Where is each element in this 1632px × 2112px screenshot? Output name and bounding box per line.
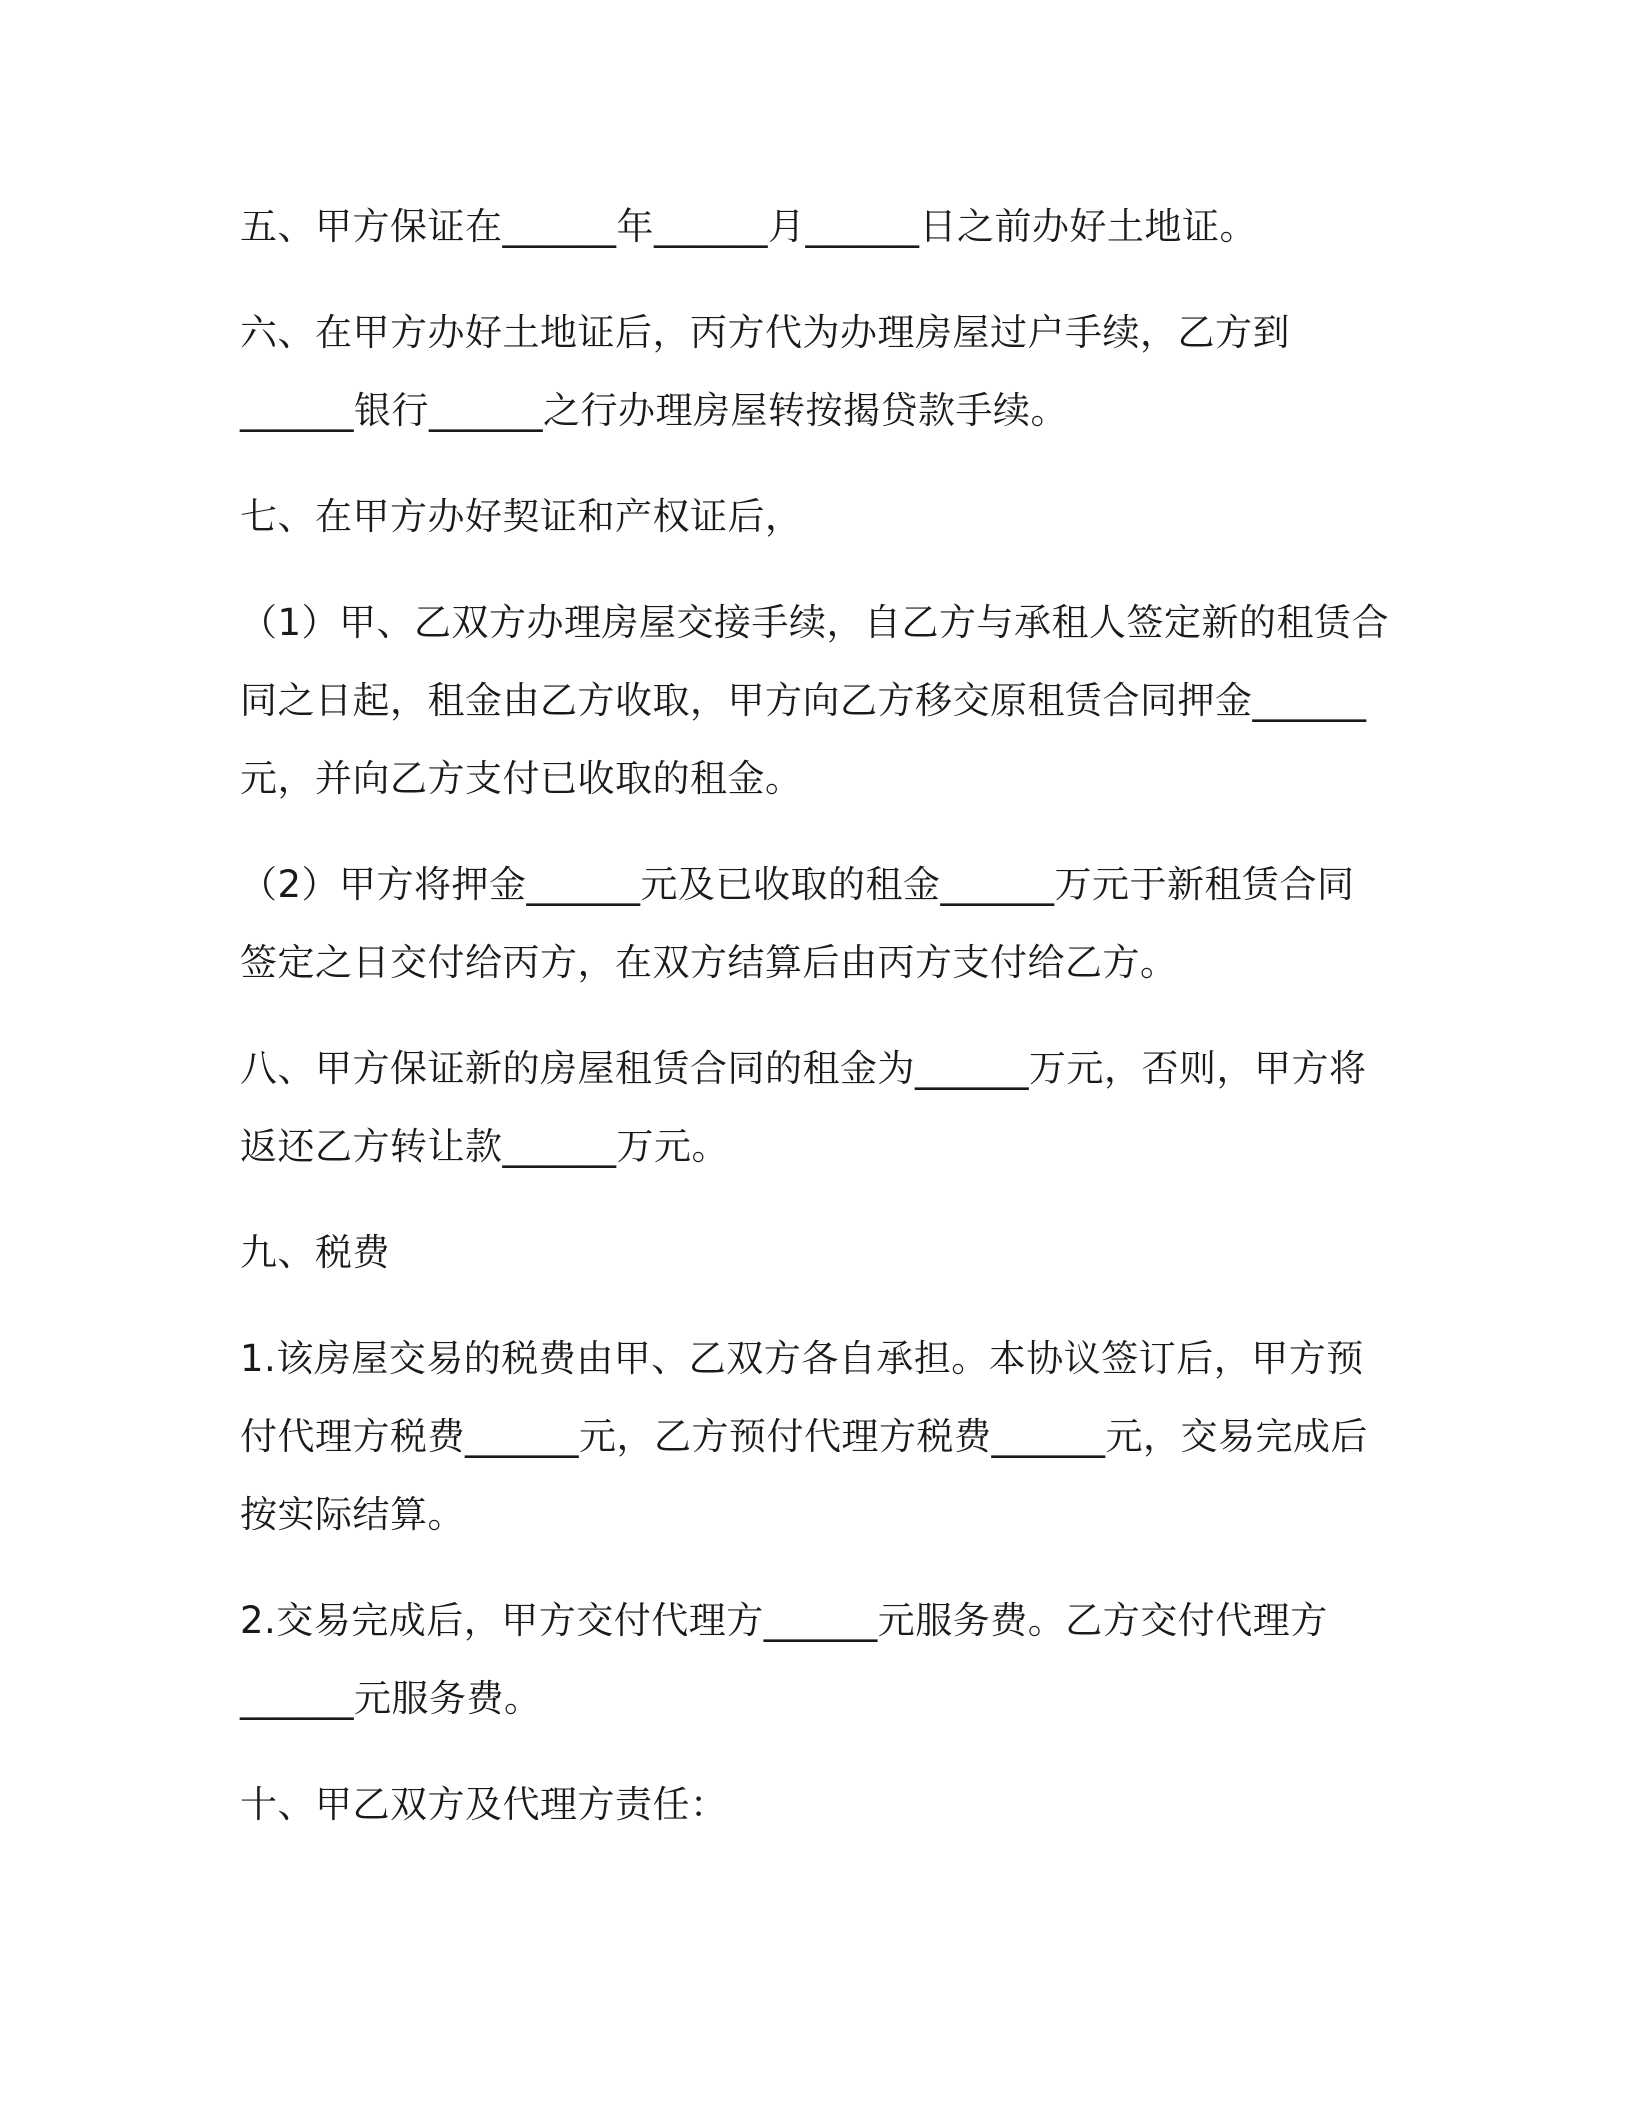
clause-7-1 bbox=[240, 584, 1420, 818]
text-line: ______银行______之行办理房屋转按揭贷款手续。 bbox=[240, 389, 1068, 432]
clause-8 bbox=[240, 1030, 1420, 1186]
clause-9-1 bbox=[240, 1320, 1420, 1554]
clause-7-2 bbox=[240, 846, 1420, 1002]
clause-7 bbox=[240, 478, 1420, 556]
text-line: 元，并向乙方支付已收取的租金。 bbox=[240, 757, 803, 800]
text-line: 六、在甲方办好土地证后，丙方代为办理房屋过户手续，乙方到 bbox=[240, 311, 1290, 354]
text-line: 1.该房屋交易的税费由甲、乙双方各自承担。本协议签订后，甲方预 bbox=[240, 1337, 1364, 1380]
text-line: 2.交易完成后，甲方交付代理方______元服务费。乙方交付代理方 bbox=[240, 1599, 1328, 1642]
document-body bbox=[240, 188, 1420, 1844]
text-line: 返还乙方转让款______万元。 bbox=[240, 1125, 729, 1168]
clause-10 bbox=[240, 1766, 1420, 1844]
text-line: 按实际结算。 bbox=[240, 1493, 465, 1536]
text-line: 同之日起，租金由乙方收取，甲方向乙方移交原租赁合同押金______ bbox=[240, 679, 1367, 722]
text-line: 签定之日交付给丙方，在双方结算后由丙方支付给乙方。 bbox=[240, 941, 1178, 984]
text-line: 十、甲乙双方及代理方责任： bbox=[240, 1783, 728, 1826]
text-line: （1）甲、乙双方办理房屋交接手续，自乙方与承租人签定新的租赁合 bbox=[240, 601, 1390, 644]
clause-9-2 bbox=[240, 1582, 1420, 1738]
clause-6 bbox=[240, 294, 1420, 450]
text-line: ______元服务费。 bbox=[240, 1677, 542, 1720]
text-line: 七、在甲方办好契证和产权证后， bbox=[240, 495, 803, 538]
clause-5 bbox=[240, 188, 1420, 266]
text-line: 九、税费 bbox=[240, 1231, 390, 1274]
text-line: 付代理方税费______元，乙方预付代理方税费______元，交易完成后 bbox=[240, 1415, 1368, 1458]
text-line: 八、甲方保证新的房屋租赁合同的租金为______万元，否则，甲方将 bbox=[240, 1047, 1367, 1090]
clause-9 bbox=[240, 1214, 1420, 1292]
text-line: （2）甲方将押金______元及已收取的租金______万元于新租赁合同 bbox=[240, 863, 1355, 906]
text-line: 五、甲方保证在______年______月______日之前办好土地证。 bbox=[240, 205, 1257, 248]
